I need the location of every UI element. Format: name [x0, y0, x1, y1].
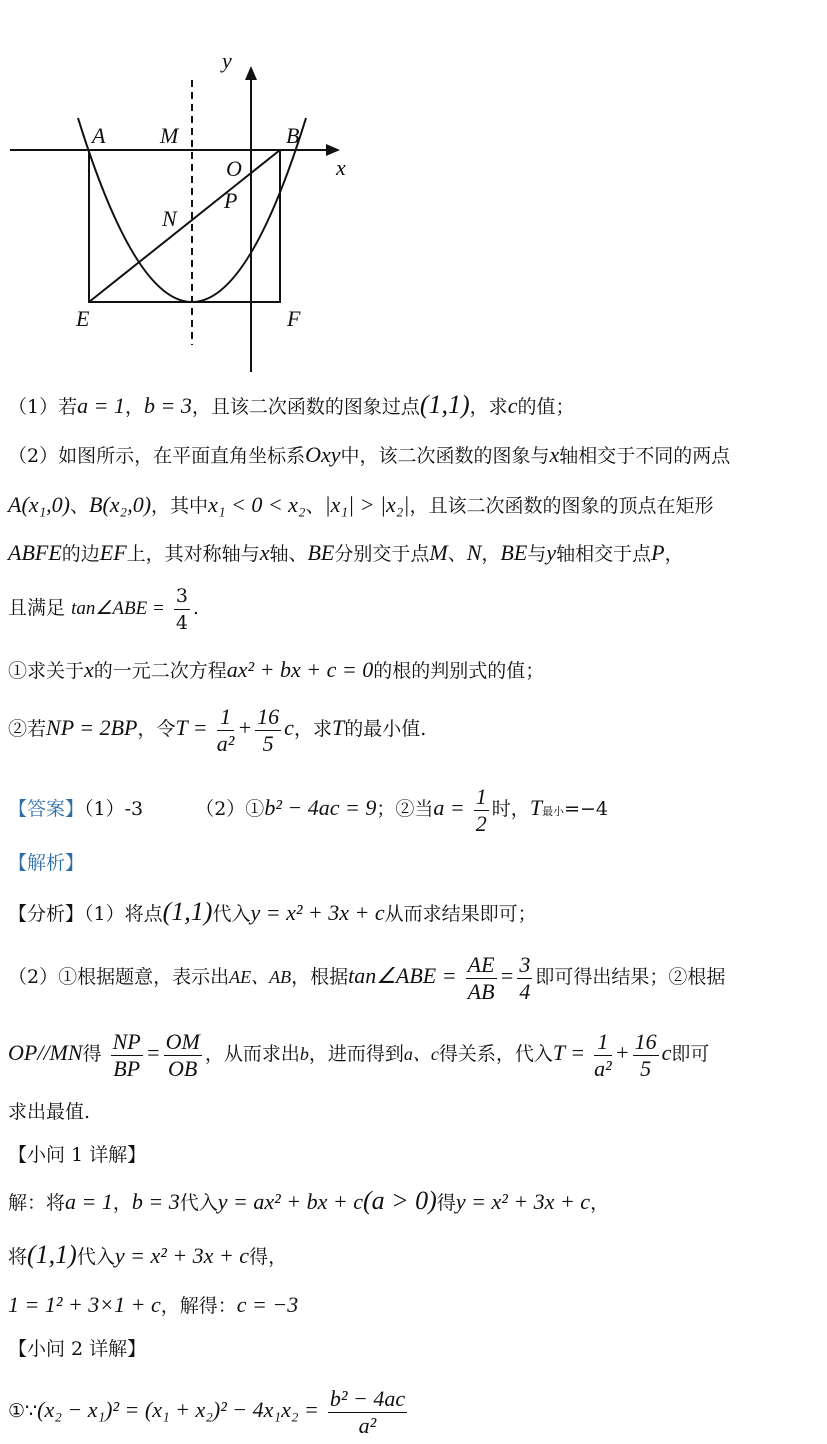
- answer-line: 【答案】（1）-3 （2）①b² − 4ac = 9；②当a = $\frac{1}{2}$ 时，T最小=−4: [8, 783, 608, 836]
- solution-line-3: 1 = 1² + 3×1 + c，解得：c = −3: [8, 1292, 299, 1317]
- label-b: B: [286, 123, 300, 148]
- fenxi-line-3: OP//MN得 $\frac{NP}{BP}$ = $\frac{OM}{OB}$ ，从而求出b，进而得到a、c得关系，代入T = $\frac{1}{\text{a²}}$ + $\frac{16}{5}$ c即可: [8, 1028, 710, 1081]
- label-n: N: [162, 206, 177, 231]
- solution-line-1: 解：将a = 1，b = 3代入y = ax² + bx + c(a > 0)得y = x² + 3x + c，: [8, 1186, 610, 1215]
- label-f: F: [287, 306, 301, 331]
- question-2-line-2: A(x₁,0)、B(x₂,0)，其中x₁ < 0 < x₂、|x₁| > |x₂|，且该二次函数的图象的顶点在矩形: [8, 492, 714, 517]
- question-2-line-4: 且满足 tan∠ABE = $\frac{3}{4}$ .: [8, 584, 199, 634]
- label-x: x: [336, 155, 346, 180]
- label-m: M: [160, 123, 179, 148]
- question-2-line-1: （2）如图所示，在平面直角坐标系Oxy中，该二次函数的图象与x轴相交于不同的两点: [8, 442, 731, 467]
- fenxi-line-1: 【分析】（1）将点(1,1)代入y = x² + 3x + c从而求结果即可；: [8, 897, 537, 926]
- question-2-line-3: ABFE的边EF上，其对称轴与x轴、BE分别交于点M、N，BE与y轴相交于点P，: [8, 540, 684, 565]
- label-y: y: [222, 48, 232, 73]
- label-e: E: [76, 306, 90, 331]
- y-axis-arrow: [245, 66, 257, 80]
- analysis-heading: 【解析】: [8, 852, 85, 874]
- question-1: （1）若a = 1，b = 3，且该二次函数的图象过点(1,1)，求c的值；: [8, 390, 575, 419]
- label-o: O: [226, 156, 242, 181]
- question-2-part-1: ①求关于x的一元二次方程ax² + bx + c = 0的根的判别式的值；: [8, 657, 545, 682]
- subquestion-2-title: 【小问 2 详解】: [8, 1338, 147, 1360]
- solution-line-4: ①∵(x₂ − x₁)² = (x₁ + x₂)² − 4x₁x₂ = $\frac{\text{b² − 4ac}}{\text{a²}}$: [8, 1385, 406, 1438]
- label-p: P: [224, 188, 238, 213]
- label-a: A: [92, 123, 106, 148]
- solution-line-2: 将(1,1)代入y = x² + 3x + c得，: [8, 1240, 288, 1269]
- fraction-3-4: $\frac{3}{4}$: [175, 584, 188, 634]
- question-2-part-2: ②若NP = 2BP，令T = $\frac{1}{\text{a²}}$ + $\frac{16}{5}$ c，求T的最小值.: [8, 703, 427, 756]
- subquestion-1-title: 【小问 1 详解】: [8, 1144, 147, 1166]
- fenxi-line-2: （2）①根据题意，表示出AE、AB，根据tan∠ABE = $\frac{AE}{AB}$ = $\frac{3}{4}$ 即可得出结果；②根据: [8, 951, 726, 1004]
- answer-tag: 【答案】: [8, 798, 85, 820]
- parabola-figure: [0, 0, 380, 380]
- fenxi-line-4: 求出最值.: [8, 1101, 91, 1123]
